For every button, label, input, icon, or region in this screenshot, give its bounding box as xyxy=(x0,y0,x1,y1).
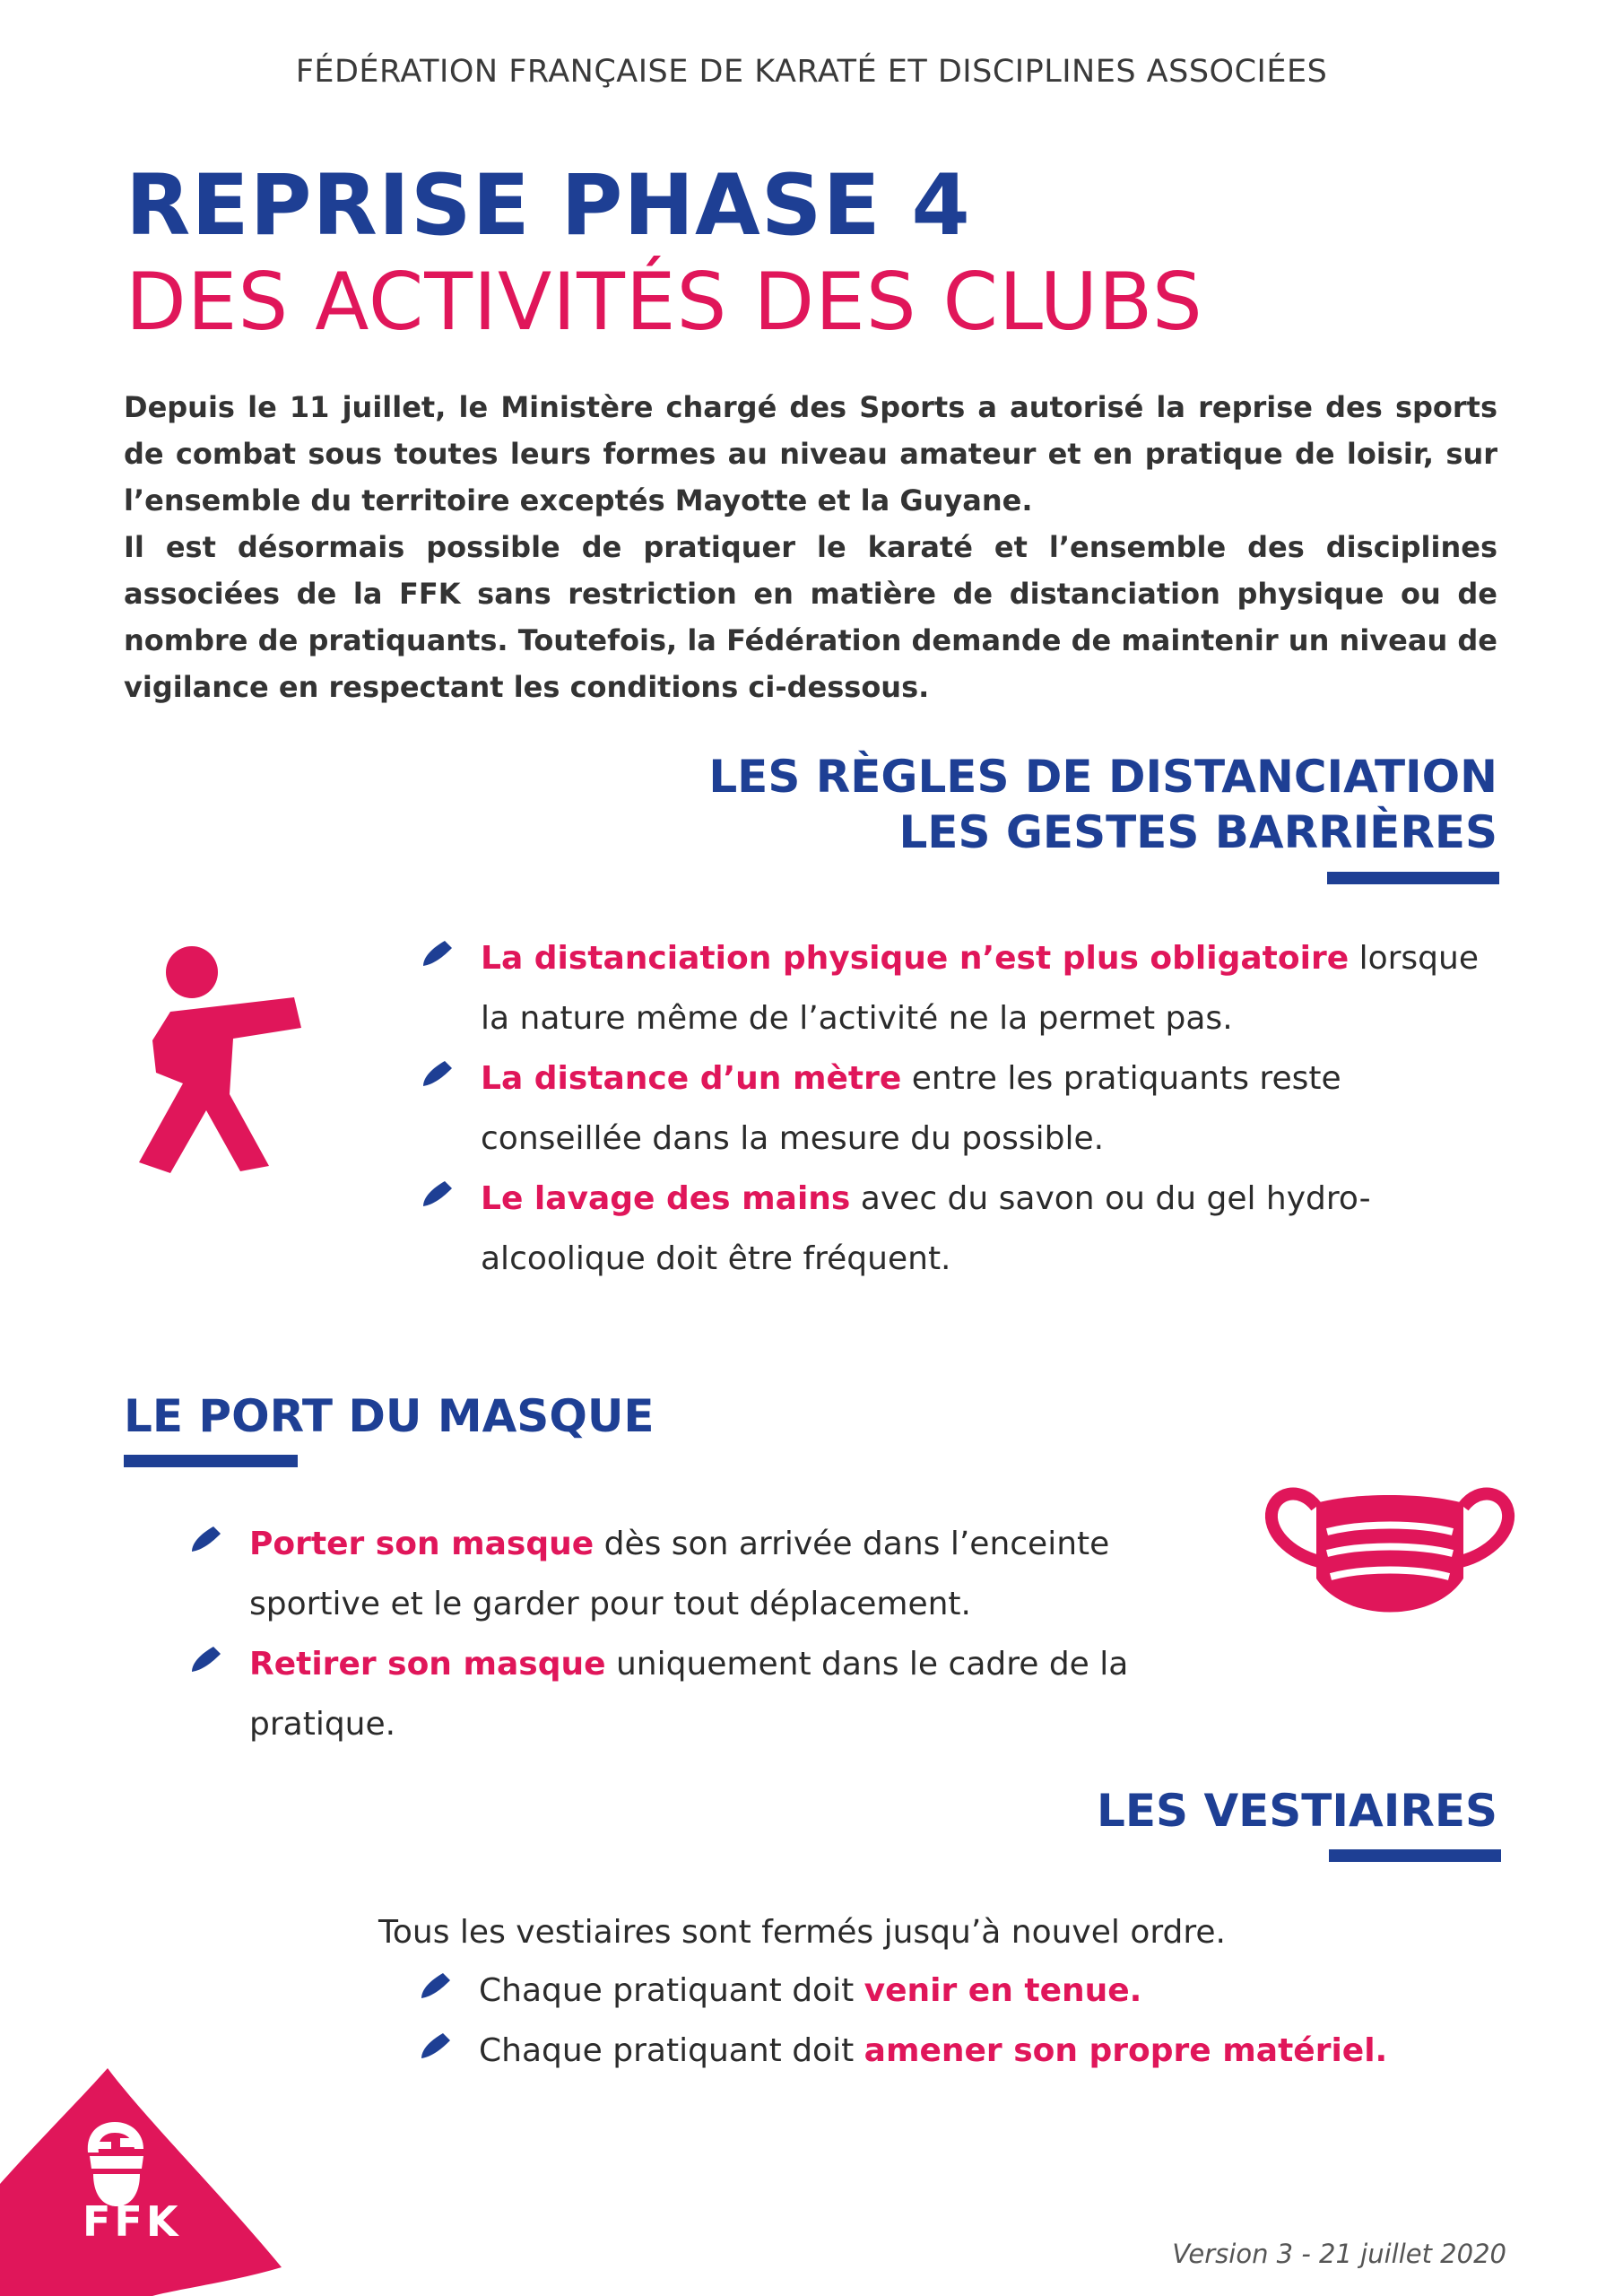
vestiaires-intro: Tous les vestiaires sont fermés jusqu’à nouvel ordre. xyxy=(378,1914,1226,1951)
list-item xyxy=(418,2021,1494,2081)
item-text: dès son arrivée dans l’enceinte sportive et le garder pour tout déplacement. xyxy=(249,1526,1110,1622)
vestiaires-list xyxy=(418,1961,1494,2081)
brush-bullet-icon xyxy=(420,1056,456,1091)
section-title-distanciation xyxy=(601,749,1497,860)
item-highlight: Retirer son masque xyxy=(249,1646,606,1683)
item-text: lorsque la nature même de l’activité ne la permet pas. xyxy=(481,940,1479,1037)
list-item xyxy=(420,1048,1496,1169)
section-underline xyxy=(124,1455,298,1467)
brush-bullet-icon xyxy=(418,1968,454,2004)
list-item xyxy=(420,1169,1496,1289)
item-highlight: La distanciation physique n’est plus obligatoire xyxy=(481,940,1350,977)
item-text: Chaque pratiquant doit xyxy=(479,2032,864,2069)
item-highlight: amener son propre matériel. xyxy=(864,2032,1388,2069)
intro-paragraph-1: Depuis le 11 juillet, le Ministère chargé des Sports a autorisé la reprise des sports de combat sous toutes leurs formes au niveau amateur et en pratique de loisir, sur l’ensemble du territoire exceptés Mayotte et la Guyane. xyxy=(124,390,1497,517)
organization-header: FÉDÉRATION FRANÇAISE DE KARATÉ ET DISCIPLINES ASSOCIÉES xyxy=(295,54,1328,90)
brush-bullet-icon xyxy=(418,2028,454,2064)
item-highlight: Le lavage des mains xyxy=(481,1180,851,1217)
section-underline xyxy=(1327,872,1499,884)
section-title-vestiaires: LES VESTIAIRES xyxy=(1097,1785,1497,1837)
item-text: avec du savon ou du gel hydro-alcoolique doit être fréquent. xyxy=(481,1180,1371,1277)
item-highlight: venir en tenue. xyxy=(864,1972,1142,2009)
version-label: Version 3 - 21 juillet 2020 xyxy=(1172,2239,1506,2269)
item-text: uniquement dans le cadre de la pratique. xyxy=(249,1646,1129,1743)
ffk-logo xyxy=(0,2063,296,2296)
item-text: Chaque pratiquant doit xyxy=(479,1972,864,2009)
list-item xyxy=(420,928,1496,1048)
logo-background-shape xyxy=(0,2063,296,2296)
face-mask-icon xyxy=(1264,1480,1515,1632)
item-highlight: Porter son masque xyxy=(249,1526,595,1562)
masque-list xyxy=(188,1514,1237,1754)
section-underline xyxy=(1329,1849,1501,1862)
list-item xyxy=(188,1514,1237,1634)
distanciation-list xyxy=(420,928,1496,1289)
brush-bullet-icon xyxy=(420,935,456,971)
brush-bullet-icon xyxy=(420,1176,456,1212)
page-subtitle: DES ACTIVITÉS DES CLUBS xyxy=(126,256,1203,348)
brush-bullet-icon xyxy=(188,1641,224,1677)
intro-paragraph-2: Il est désormais possible de pratiquer le karaté et l’ensemble des disciplines associées de la FFK sans restriction en matière de distanciation physique ou de nombre de pratiquants. Toutefois, la Fédération demande de maintenir un niveau de vigilance en respectant les conditions ci-dessous. xyxy=(124,530,1497,704)
item-text: entre les pratiquants reste conseillée dans la mesure du possible. xyxy=(481,1060,1341,1157)
page-title: REPRISE PHASE 4 xyxy=(126,157,971,255)
item-highlight: La distance d’un mètre xyxy=(481,1060,902,1097)
list-item xyxy=(418,1961,1494,2021)
intro-text xyxy=(124,384,1497,710)
section-title-line1: LES RÈGLES DE DISTANCIATION xyxy=(708,751,1497,803)
list-item xyxy=(188,1634,1237,1754)
brush-bullet-icon xyxy=(188,1521,224,1557)
section-title-masque: LE PORT DU MASQUE xyxy=(124,1390,655,1442)
karate-figure-icon xyxy=(135,942,314,1175)
section-title-line2: LES GESTES BARRIÈRES xyxy=(898,806,1497,858)
logo-text: FFK xyxy=(82,2197,182,2246)
